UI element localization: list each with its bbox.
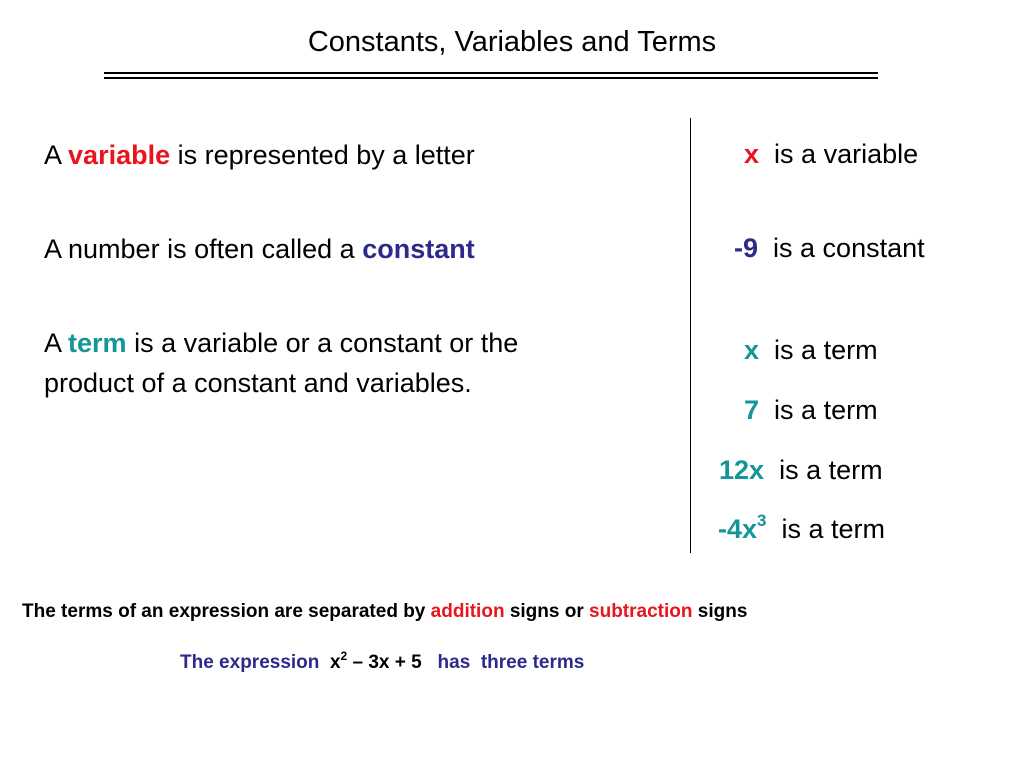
expression-term-count: three terms (480, 652, 585, 673)
variable-keyword: variable (68, 140, 171, 170)
example-variable-value: x (744, 139, 760, 169)
note-suffix: signs (692, 601, 748, 622)
example-variable (744, 139, 918, 170)
example-term-3 (719, 455, 883, 486)
expression-base: x (329, 652, 341, 673)
title-rule-top (104, 72, 878, 74)
terms-separation-note (22, 601, 747, 623)
expression-has: has (437, 652, 471, 673)
example-term-exponent: 3 (757, 511, 767, 530)
example-constant (734, 233, 925, 264)
expression-formula (329, 648, 422, 673)
note-prefix: The terms of an expression are separated by (22, 601, 431, 622)
example-term-text: is a term (779, 455, 883, 485)
example-term-text: is a term (774, 395, 878, 425)
variable-definition (44, 135, 475, 175)
constant-keyword: constant (362, 234, 475, 264)
example-term-1 (744, 335, 878, 366)
example-term-value: x (744, 335, 760, 365)
column-divider (690, 118, 691, 553)
title-rule-bottom (104, 77, 878, 79)
example-term-2 (744, 395, 878, 426)
variable-def-prefix: A (44, 140, 69, 170)
example-term-text: is a term (774, 335, 878, 365)
example-term-text: is a term (781, 514, 886, 544)
term-def-line1 (44, 323, 518, 363)
example-constant-value: -9 (734, 233, 759, 263)
example-term-value (718, 511, 767, 544)
addition-word: addition (430, 601, 505, 622)
term-def-line2: product of a constant and variables. (44, 368, 472, 398)
variable-def-suffix: is represented by a letter (170, 140, 475, 170)
term-def-suffix: is a variable or a constant or the (126, 328, 519, 358)
term-definition (44, 323, 518, 403)
constant-def-prefix: A number is often called a (44, 234, 363, 264)
constant-definition (44, 229, 475, 269)
expression-label: The expression (180, 652, 320, 673)
example-term-4 (718, 511, 886, 545)
page-title: Constants, Variables and Terms (307, 26, 717, 58)
expression-rest: – 3x + 5 (347, 652, 422, 673)
term-keyword: term (68, 328, 127, 358)
example-term-base: -4x (718, 514, 758, 544)
subtraction-word: subtraction (589, 601, 693, 622)
example-constant-text: is a constant (773, 233, 925, 263)
term-def-prefix: A (44, 328, 69, 358)
example-variable-text: is a variable (774, 139, 919, 169)
expression-exponent: 2 (340, 648, 348, 663)
example-term-value: 7 (744, 395, 760, 425)
note-middle: signs or (504, 601, 590, 622)
example-term-value: 12x (719, 455, 765, 485)
expression-example (180, 648, 585, 674)
